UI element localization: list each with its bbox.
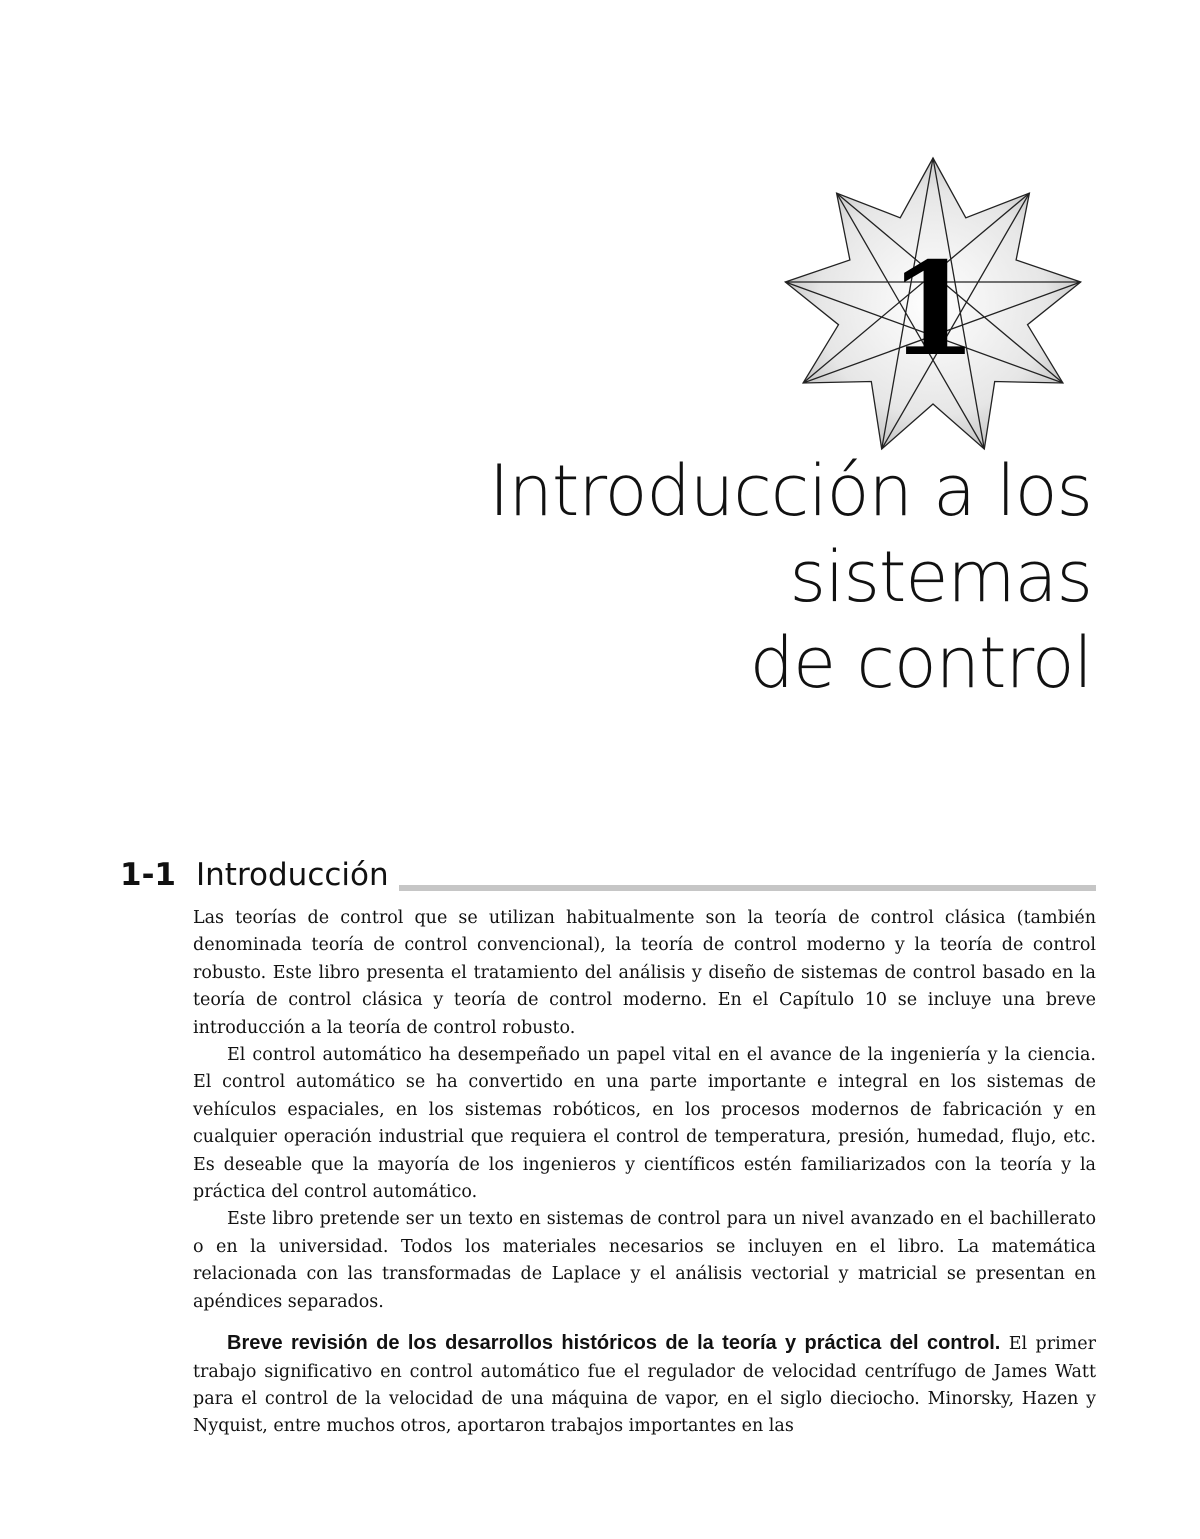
section-heading xyxy=(120,855,1096,895)
chapter-number: 1 xyxy=(888,235,978,385)
paragraph-2: El control automático ha desempeñado un papel vital en el avance de la ingeniería y la ciencia. El control automático se ha convertido en una parte importante e integral en los sistemas de vehículos espaciales, en los sistemas robóticos, en los procesos modernos de fabricación y en cualquier operación industrial que requiera el control de temperatura, presión, humedad, flujo, etc. Es deseable que la mayoría de los ingenieros y científicos estén familiarizados con la teoría y la práctica del control automático. xyxy=(193,1045,1096,1203)
chapter-title xyxy=(232,448,1092,706)
section-rule xyxy=(399,885,1096,891)
section-number: 1-1 xyxy=(120,857,177,893)
body-text xyxy=(193,905,1096,1441)
section-title: Introducción xyxy=(196,857,389,893)
subsection-title: Breve revisión de los desarrollos históricos de la teoría y práctica del control. xyxy=(227,1332,1001,1355)
chapter-title-line-1: Introducción a los sistemas xyxy=(488,450,1092,618)
paragraph-1: Las teorías de control que se utilizan habitualmente son la teoría de control clásica (también denominada teoría de control convencional), la teoría de control moderno y la teoría de control robusto. Este libro presenta el tratamiento del análisis y diseño de sistemas de control basado en la teoría de control clásica y teoría de control moderno. En el Capítulo 10 se incluye una breve introducción a la teoría de control robusto. xyxy=(193,908,1096,1038)
chapter-title-line-2: de control xyxy=(749,622,1092,704)
paragraph-3: Este libro pretende ser un texto en sistemas de control para un nivel avanzado en el bachillerato o en la universidad. Todos los materiales necesarios se incluyen en el libro. La matemática relacionada con las transformadas de Laplace y el análisis vectorial y matricial se presentan en apéndices separados. xyxy=(193,1209,1096,1312)
subsection-paragraph xyxy=(193,1330,1096,1441)
chapter-star-emblem xyxy=(770,155,1096,461)
subsection-text: El primer trabajo significativo en control automático fue el regulador de velocidad centrífugo de James Watt para el control de la velocidad de una máquina de vapor, en el siglo dieciocho. Minorsky, Hazen y Nyquist, entre muchos otros, aportaron trabajos importantes en las xyxy=(193,1334,1096,1437)
